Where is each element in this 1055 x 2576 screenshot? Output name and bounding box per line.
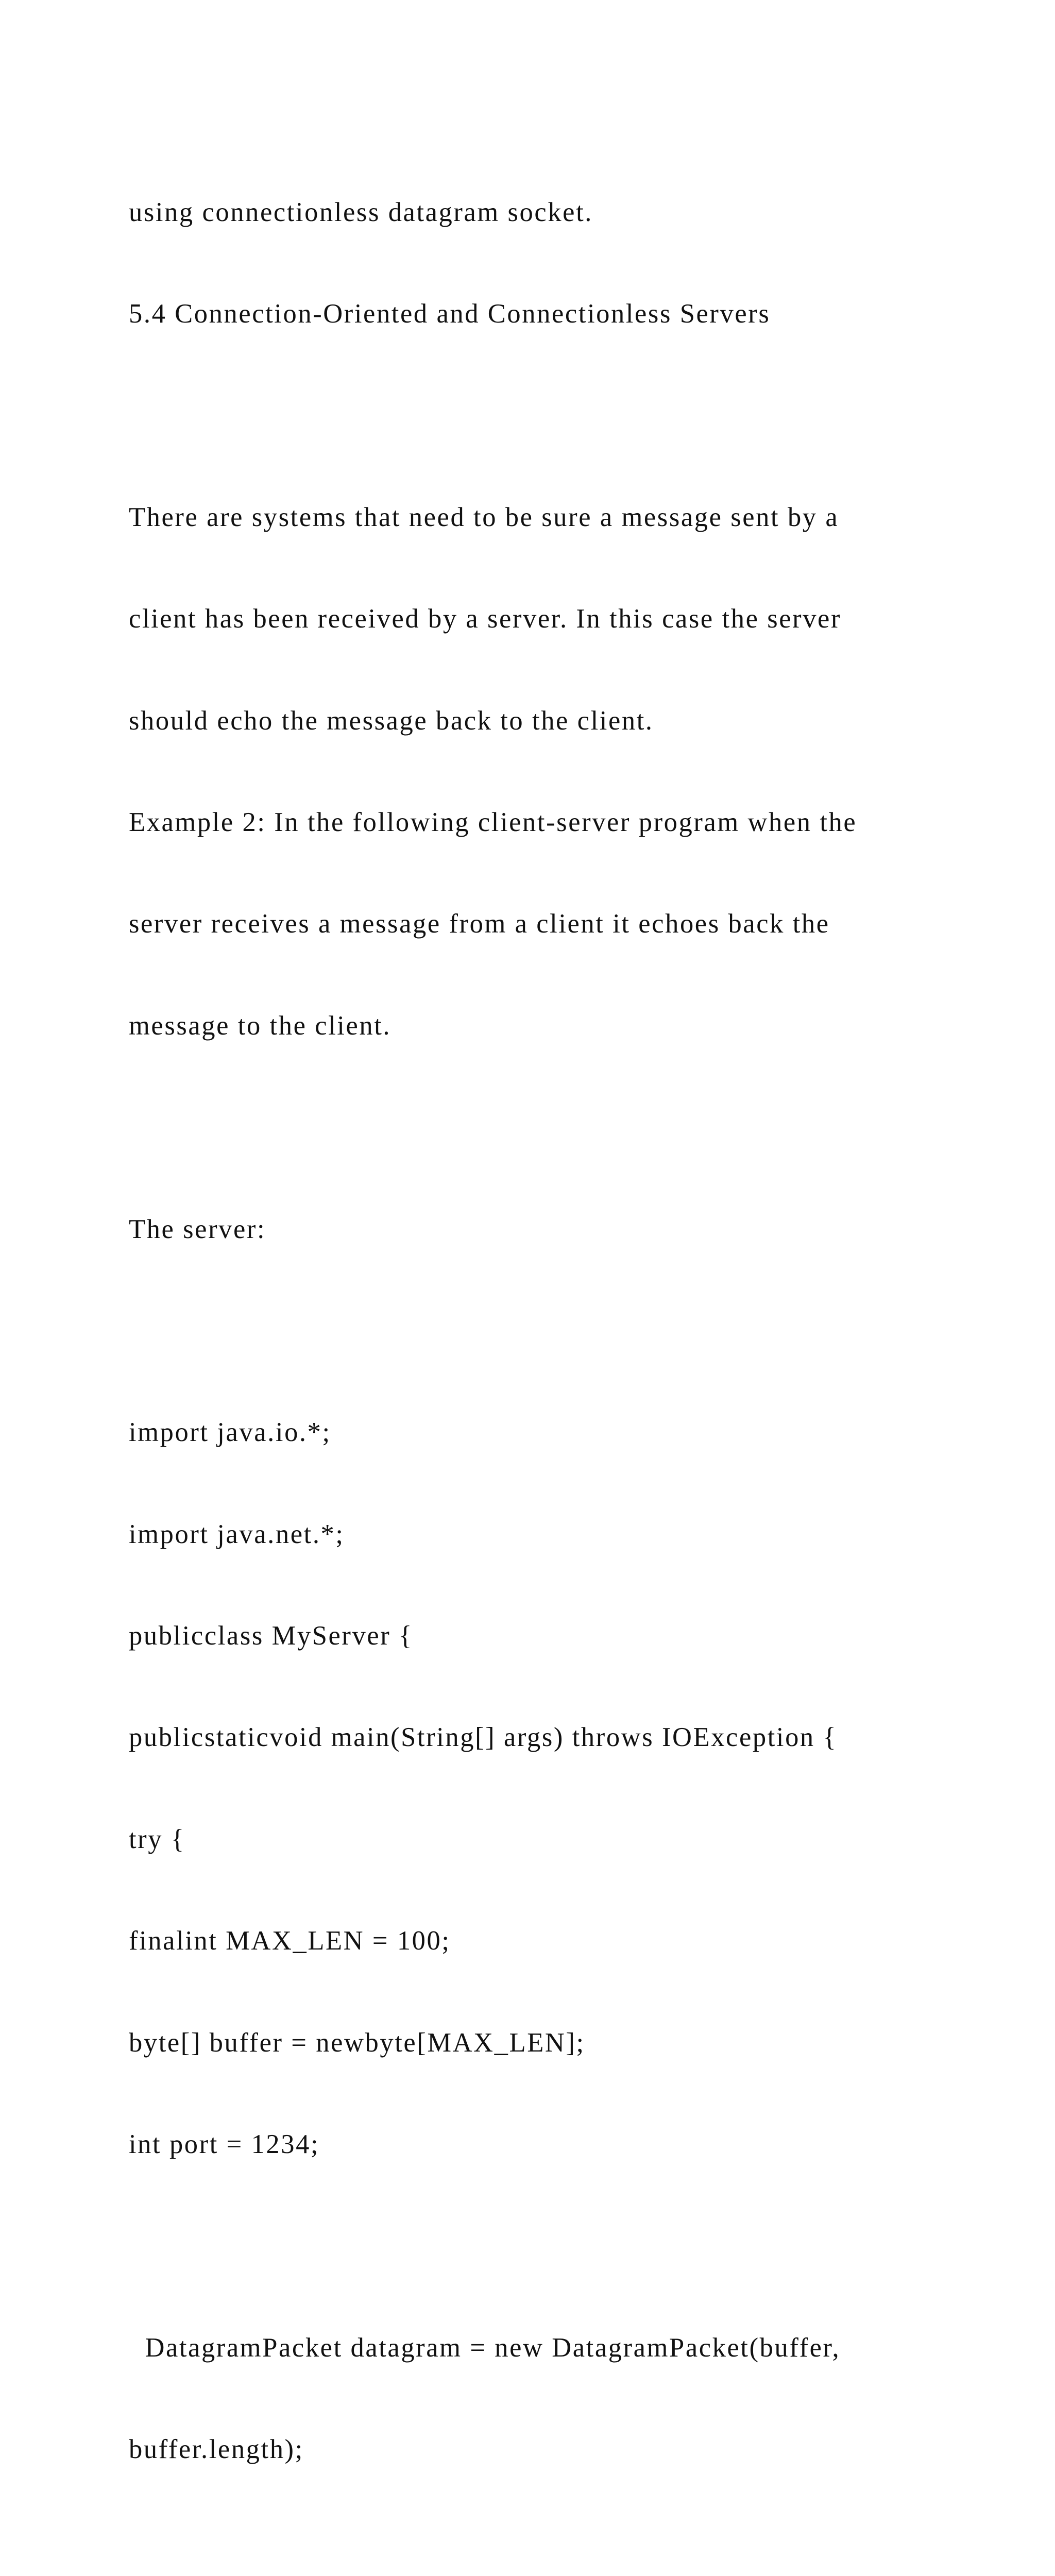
text-line: There are systems that need to be sure a message sent by a	[129, 502, 839, 532]
code-line: byte[] buffer = newbyte[MAX_LEN];	[129, 2027, 585, 2058]
document-text	[129, 128, 1015, 2576]
text-line: client has been received by a server. In this case the server	[129, 604, 842, 634]
blank-line	[129, 399, 1015, 433]
code-line: publicstaticvoid main(String[] args) throws IOException {	[129, 1722, 838, 1753]
text-line: message to the client.	[129, 1010, 392, 1041]
blank-line	[129, 1111, 1015, 1145]
code-line: finalint MAX_LEN = 100;	[129, 1926, 451, 1956]
text-line: Example 2: In the following client-server program when the	[129, 807, 857, 837]
code-line: import java.net.*;	[129, 1519, 345, 1549]
blank-line	[129, 2229, 1015, 2263]
text-line: using connectionless datagram socket.	[129, 197, 593, 227]
code-line: publicclass MyServer {	[129, 1621, 413, 1651]
code-line: int port = 1234;	[129, 2129, 320, 2160]
text-line: The server:	[129, 1214, 266, 1244]
text-line: server receives a message from a client it echoes back the	[129, 909, 830, 939]
text-line: should echo the message back to the client.	[129, 705, 654, 736]
blank-line	[129, 2535, 1015, 2569]
blank-line	[129, 1314, 1015, 1348]
code-line: try {	[129, 1824, 185, 1854]
code-line: import java.io.*;	[129, 1417, 331, 1448]
section-heading: 5.4 Connection-Oriented and Connectionless Servers	[129, 298, 771, 329]
code-line: DatagramPacket datagram = new DatagramPacket(buffer,	[129, 2332, 841, 2363]
code-line: buffer.length);	[129, 2434, 304, 2465]
